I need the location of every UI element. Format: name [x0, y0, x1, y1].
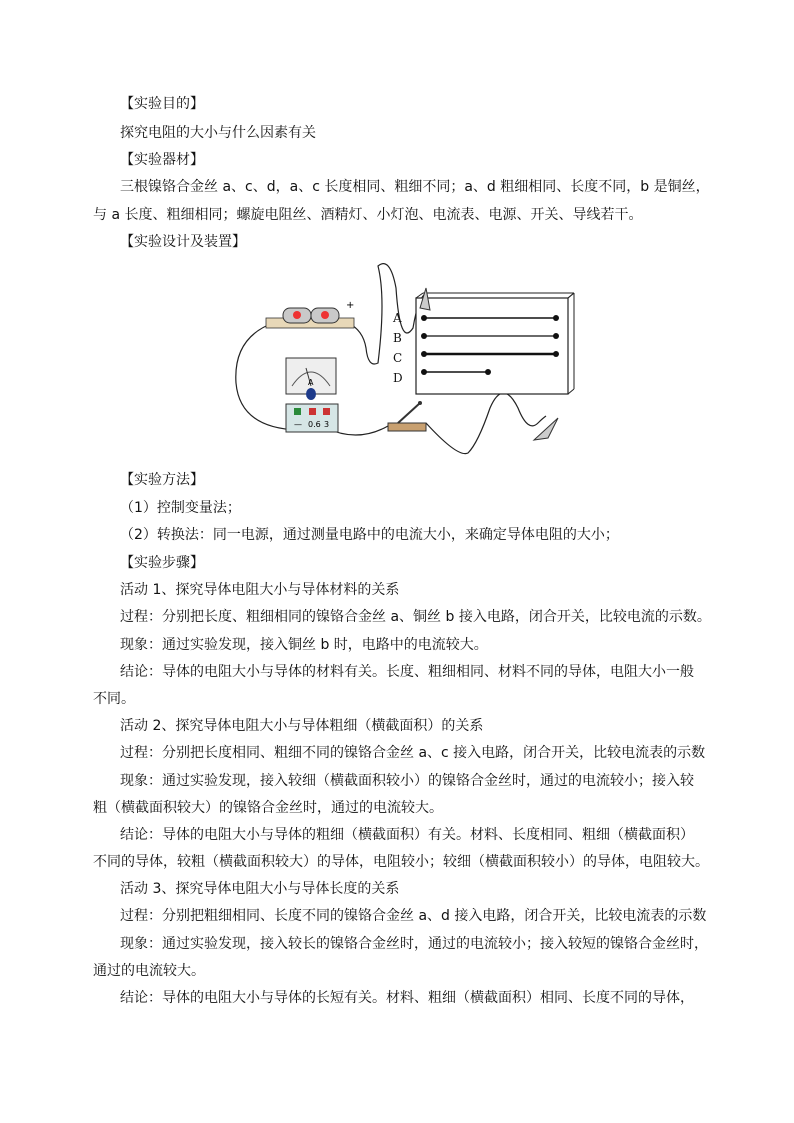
ammeter-icon [286, 358, 338, 432]
materials-heading: 【实验器材】 [120, 152, 204, 168]
act1-title: 活动 1、探究导体电阻大小与导体材料的关系 [120, 582, 400, 598]
method-heading: 【实验方法】 [120, 472, 204, 488]
act2-conclusion-2: 不同的导体，较粗（横截面积较大）的导体，电阻较小；较细（横截面积较小）的导体，电阻较大。 [93, 854, 709, 870]
act1-conclusion-2: 不同。 [93, 691, 135, 707]
battery-icon [266, 300, 354, 328]
act3-process: 过程：分别把粗细相同、长度不同的镍铬合金丝 a、d 接入电路，闭合开关，比较电流表的示数 [120, 908, 707, 924]
wire-label-c: C [393, 351, 403, 365]
ammeter-symbol: A [308, 378, 314, 387]
act2-title: 活动 2、探究导体电阻大小与导体粗细（横截面积）的关系 [120, 718, 484, 734]
act2-phenomenon-1: 现象：通过实验发现，接入较细（横截面积较小）的镍铬合金丝时，通过的电流较小；接入较 [120, 773, 694, 789]
wire-to-clip [426, 393, 546, 454]
ammeter-terminal-minus: — [294, 420, 302, 429]
act1-conclusion-1: 结论：导体的电阻大小与导体的材料有关。长度、粗细相同、材料不同的导体，电阻大小一般 [120, 664, 694, 680]
ammeter-terminal-06: 0.6 [308, 420, 321, 429]
method-2: （2）转换法：同一电源，通过测量电路中的电流大小，来确定导体电阻的大小； [120, 527, 619, 543]
act2-process: 过程：分别把长度相同、粗细不同的镍铬合金丝 a、c 接入电路，闭合开关，比较电流表的示数 [120, 745, 706, 761]
materials-line-2: 与 a 长度、粗细相同；螺旋电阻丝、酒精灯、小灯泡、电流表、电源、开关、导线若干。 [93, 207, 643, 223]
act1-process: 过程：分别把长度、粗细相同的镍铬合金丝 a、铜丝 b 接入电路，闭合开关，比较电流的示数。 [120, 609, 711, 625]
materials-line-1: 三根镍铬合金丝 a、c、d，a、c 长度相同、粗细不同；a、d 粗细相同、长度不同，b 是铜丝， [120, 179, 710, 195]
purpose-heading: 【实验目的】 [120, 96, 204, 112]
steps-heading: 【实验步骤】 [120, 555, 204, 571]
act3-phenomenon-1: 现象：通过实验发现，接入较长的镍铬合金丝时，通过的电流较小；接入较短的镍铬合金丝时， [120, 936, 708, 952]
act3-conclusion-1: 结论：导体的电阻大小与导体的长短有关。材料、粗细（横截面积）相同、长度不同的导体， [120, 990, 694, 1006]
act2-conclusion-1: 结论：导体的电阻大小与导体的粗细（横截面积）有关。材料、长度相同、粗细（横截面积） [120, 827, 694, 843]
svg-text:+: + [346, 300, 355, 311]
wire-label-b: B [393, 331, 402, 345]
apparatus-figure [228, 258, 598, 463]
wire-label-a: A [393, 311, 402, 325]
wire-label-d: D [393, 371, 403, 385]
resistance-board [416, 293, 574, 394]
method-1: （1）控制变量法； [120, 500, 241, 516]
switch-icon [388, 401, 426, 431]
act1-phenomenon: 现象：通过实验发现，接入铜丝 b 时，电路中的电流较大。 [120, 637, 488, 653]
act3-phenomenon-2: 通过的电流较大。 [93, 963, 205, 979]
act2-phenomenon-2: 粗（横截面积较大）的镍铬合金丝时，通过的电流较大。 [93, 800, 443, 816]
ammeter-terminal-3: 3 [324, 420, 330, 429]
act3-title: 活动 3、探究导体电阻大小与导体长度的关系 [120, 881, 400, 897]
design-heading: 【实验设计及装置】 [120, 234, 246, 250]
purpose-text: 探究电阻的大小与什么因素有关 [120, 125, 316, 141]
circuit-diagram [228, 258, 598, 463]
clip-right-icon [534, 418, 558, 440]
wire-top [348, 264, 426, 364]
